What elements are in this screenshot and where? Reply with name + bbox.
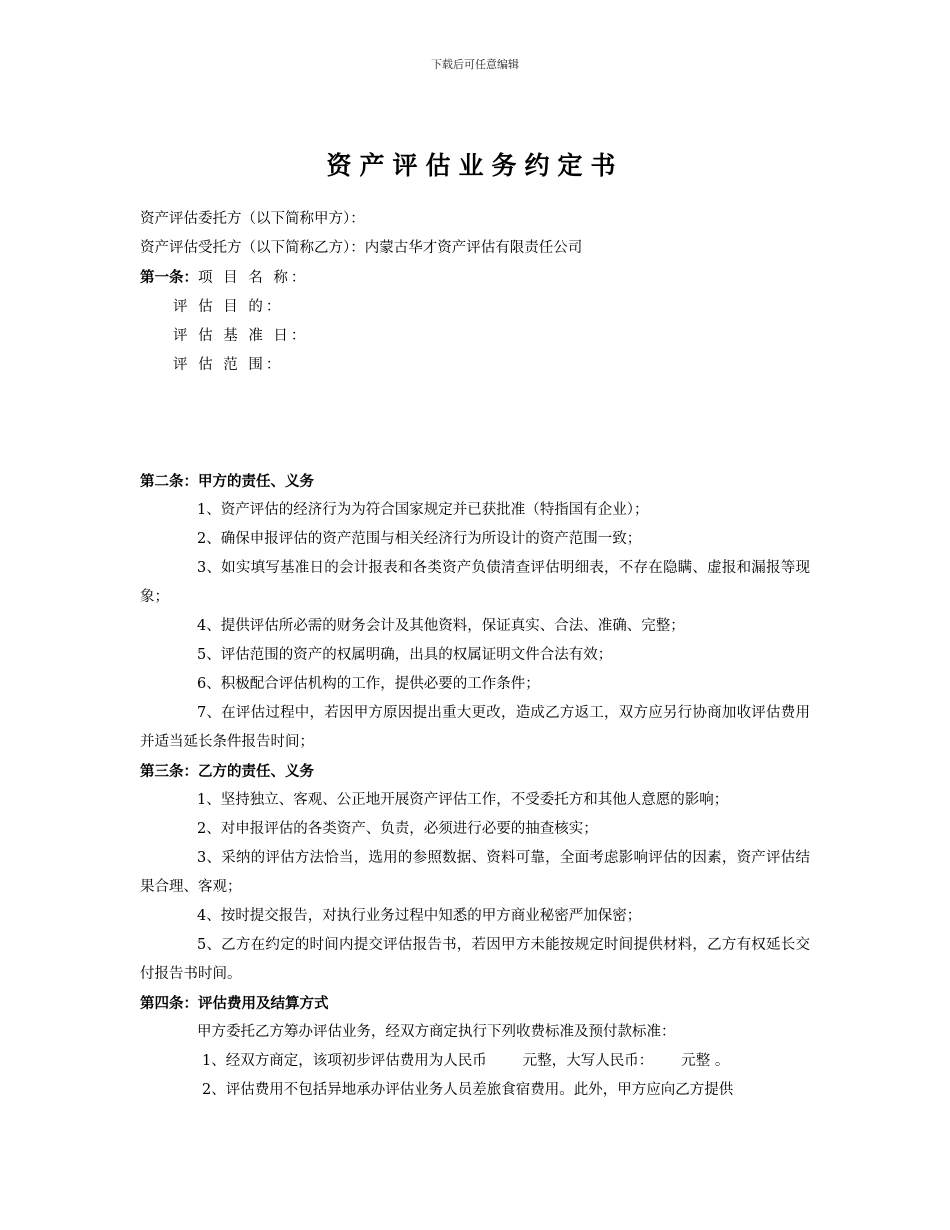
article4-heading: 第四条：评估费用及结算方式 [140,995,329,1012]
article4-intro: 甲方委托乙方筹办评估业务，经双方商定执行下列收费标准及预付款标准： [197,1024,676,1040]
project-name-label: 项 目 名 称： [198,270,309,286]
article1-project-line [140,263,810,293]
fee-part-2: 元整，大写人民币： [522,1053,654,1069]
eval-scope-field: 评 估 范 围： [173,357,284,373]
article3-item-4: 4、按时提交报告，对执行业务过程中知悉的甲方商业秘密严加保密； [197,908,642,924]
article2-item-2: 2、确保申报评估的资产范围与相关经济行为所设计的资产范围一致； [197,531,642,547]
eval-base-date-field: 评 估 基 准 日： [173,328,309,344]
article3-item-5: 5、乙方在约定的时间内提交评估报告书，若因甲方未能按规定时间提供材料，乙方有权延长交付报告书时间。 [140,937,810,982]
article2-item-4: 4、提供评估所必需的财务会计及其他资料，保证真实、合法、准确、完整； [197,618,685,634]
article4-fee-line [140,1047,810,1076]
header-note: 下载后可任意编辑 [431,58,519,71]
article2-item-1: 1、资产评估的经济行为为符合国家规定并已获批准（特指国有企业）； [197,502,649,518]
fee-part-3: 元整 。 [681,1053,730,1069]
party-b-line: 资产评估受托方（以下简称乙方）：内蒙古华才资产评估有限责任公司 [140,240,583,256]
article2-item-3: 3、如实填写基准日的会计报表和各类资产负债清查评估明细表，不存在隐瞒、虚报和漏报等现象； [140,560,810,605]
article3-item-1: 1、坚持独立、客观、公正地开展资产评估工作，不受委托方和其他人意愿的影响； [197,792,729,808]
article2-item-6: 6、积极配合评估机构的工作，提供必要的工作条件； [197,676,540,692]
document-title: 资产评估业务约定书 [326,151,624,180]
spacer [140,380,810,467]
article2-item-7: 7、在评估过程中，若因甲方原因提出重大更改，造成乙方返工，双方应另行协商加收评估费用并适当延长条件报告时间； [140,705,810,750]
eval-purpose-field: 评 估 目 的： [173,299,284,315]
article3-heading: 第三条：乙方的责任、义务 [140,763,314,780]
party-a-line: 资产评估委托方（以下简称甲方）： [140,211,365,227]
article2-heading: 第二条：甲方的责任、义务 [140,473,314,490]
article4-item-2: 2、评估费用不包括异地承办评估业务人员差旅食宿费用。此外，甲方应向乙方提供 [202,1082,734,1098]
fee-part-1: 1、经双方商定，该项初步评估费用为人民币 [202,1053,487,1069]
article1-label: 第一条： [140,269,198,286]
article3-item-3: 3、采纳的评估方法恰当，选用的参照数据、资料可靠，全面考虑影响评估的因素，资产评估结果合理、客观； [140,850,810,895]
article2-item-5: 5、评估范围的资产的权属明确，出具的权属证明文件合法有效； [197,647,613,663]
document-body [140,205,810,1105]
article3-item-2: 2、对申报评估的各类资产、负责，必须进行必要的抽查核实； [197,821,598,837]
